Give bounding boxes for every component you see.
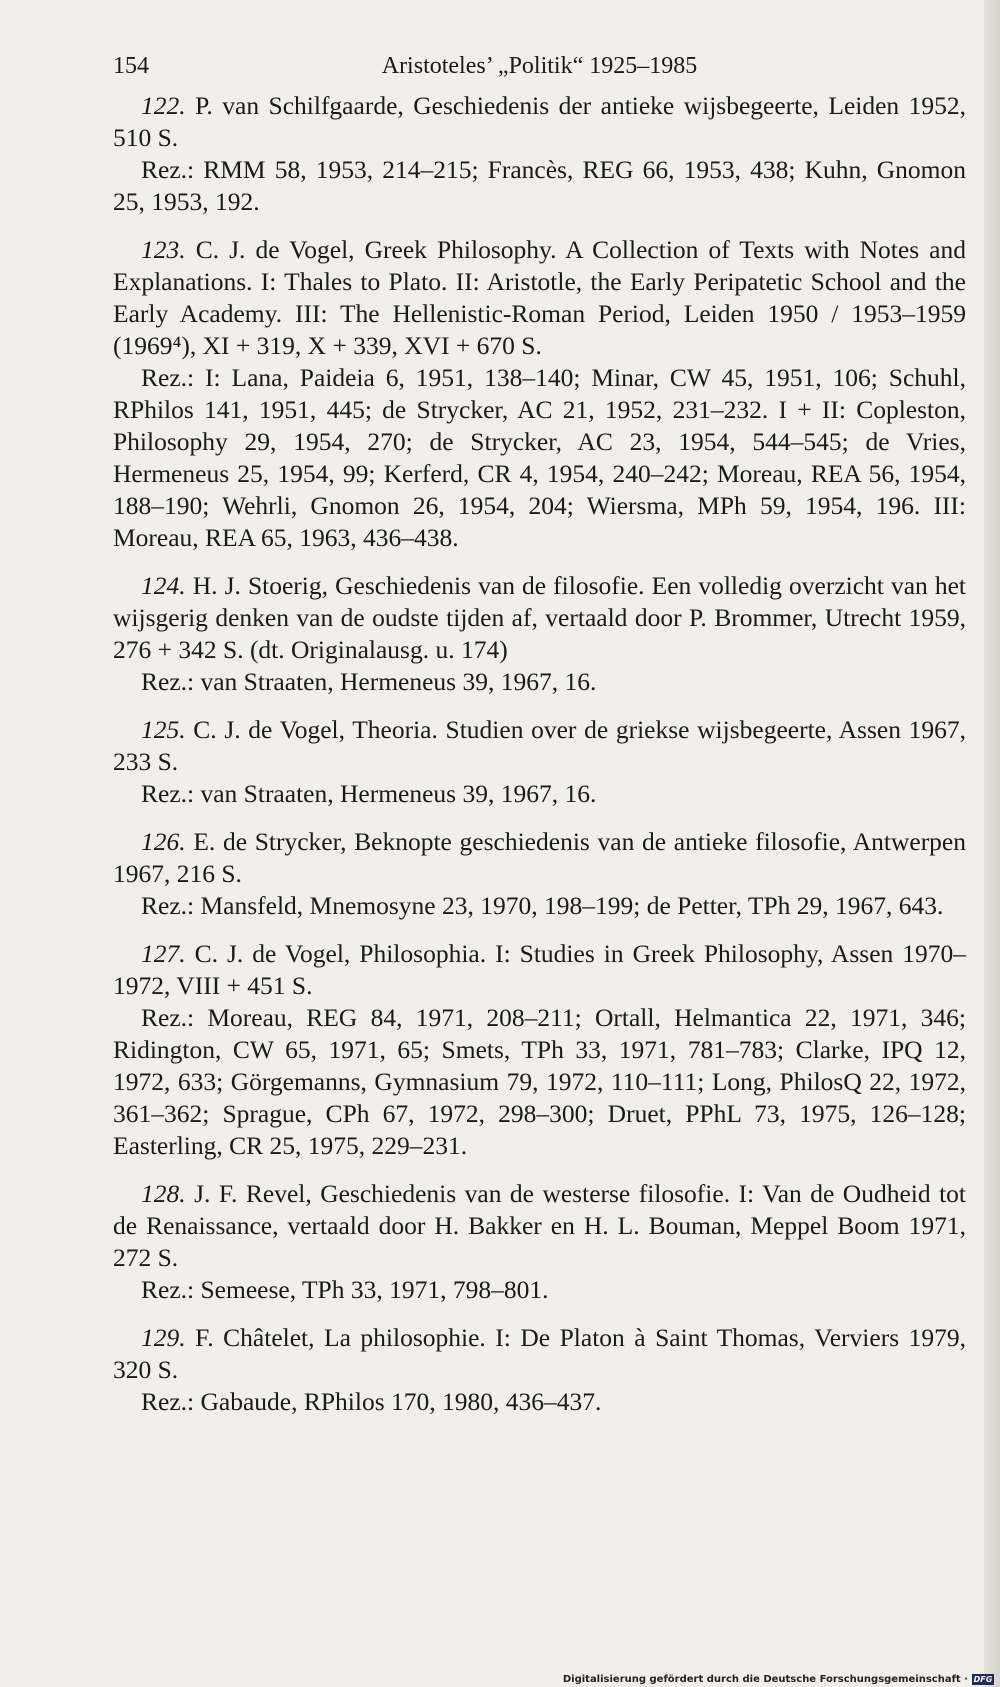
credit-text: Digitalisierung gefördert durch die Deutsche Forschungsgemeinschaft · xyxy=(562,1674,968,1685)
dfg-logo: DFG xyxy=(973,1675,993,1684)
entry-number: 127. xyxy=(141,939,186,968)
entry-number: 129. xyxy=(141,1323,186,1352)
entry-reviews: Rez.: I: Lana, Paideia 6, 1951, 138–140; Minar, CW 45, 1951, 106; Schuhl, RPhilos 141, 1951, 445; de Strycker, AC 21, 1952, 231–232. I + II: Copleston, Philosophy 29, 1954, 270; de Strycker, AC 23, 1954, 544–545; de Vries, Hermeneus 25, 1954, 99; Kerferd, CR 4, 1954, 240–242; Moreau, REA 56, 1954, 188–190; Wehrli, Gnomon 26, 1954, 204; Wiersma, MPh 59, 1954, 196. III: Moreau, REA 65, 1963, 436–438. xyxy=(113,363,966,552)
running-title: Aristoteles’ „Politik“ 1925–1985 xyxy=(381,53,698,79)
citation-text: H. J. Stoerig, Geschiedenis van de filosofie. Een volledig overzicht van het wijsgerig denken van de oudste tijden af, vertaald door P. Brommer, Utrecht 1959, 276 + 342 S. (dt. Originalausg. u. 174) xyxy=(113,571,967,664)
citation-text: P. van Schilfgaarde, Geschiedenis der antieke wijsbegeerte, Leiden 1952, 510 S. xyxy=(113,91,966,152)
entry-reviews: Rez.: RMM 58, 1953, 214–215; Francès, REG 66, 1953, 438; Kuhn, Gnomon 25, 1953, 192. xyxy=(113,155,966,216)
digitization-credit xyxy=(563,1674,994,1685)
entry-reviews: Rez.: Moreau, REG 84, 1971, 208–211; Ortall, Helmantica 22, 1971, 346; Ridington, CW 65, 1971, 65; Smets, TPh 33, 1971, 781–783; Clarke, IPQ 12, 1972, 633; Görgemanns, Gymnasium 79, 1972, 110–111; Long, PhilosQ 22, 1972, 361–362; Sprague, CPh 67, 1972, 298–300; Druet, PPhL 73, 1975, 126–128; Easterling, CR 25, 1975, 229–231. xyxy=(113,1003,966,1160)
bibliography-entry xyxy=(113,570,966,698)
entry-citation xyxy=(113,938,966,1002)
entry-reviews: Rez.: Semeese, TPh 33, 1971, 798–801. xyxy=(141,1275,549,1304)
entry-number: 123. xyxy=(141,235,186,264)
entry-citation xyxy=(113,90,966,154)
entry-citation xyxy=(113,234,966,362)
entry-reviews: Rez.: Gabaude, RPhilos 170, 1980, 436–437. xyxy=(141,1387,602,1416)
entry-number: 124. xyxy=(141,571,186,600)
entry-reviews: Rez.: van Straaten, Hermeneus 39, 1967, 16. xyxy=(141,667,597,696)
bibliography-entry xyxy=(113,234,966,554)
bibliography-entry xyxy=(113,826,966,922)
document-page xyxy=(113,50,966,1434)
entry-reviews: Rez.: Mansfeld, Mnemosyne 23, 1970, 198–199; de Petter, TPh 29, 1967, 643. xyxy=(141,891,944,920)
entry-citation xyxy=(113,826,966,890)
citation-text: C. J. de Vogel, Theoria. Studien over de griekse wijsbegeerte, Assen 1967, 233 S. xyxy=(113,715,966,776)
entry-number: 126. xyxy=(141,827,186,856)
page-number: 154 xyxy=(113,53,149,79)
entry-citation xyxy=(113,1178,966,1274)
bibliography-entry xyxy=(113,90,966,218)
entry-reviews: Rez.: van Straaten, Hermeneus 39, 1967, 16. xyxy=(141,779,597,808)
entry-number: 122. xyxy=(141,91,186,120)
entry-number: 128. xyxy=(141,1179,186,1208)
bibliography-entry xyxy=(113,1322,966,1418)
citation-text: E. de Strycker, Beknopte geschiedenis van de antieke filosofie, Antwerpen 1967, 216 S. xyxy=(113,827,967,888)
page-edge xyxy=(984,0,1000,1687)
bibliography-entry xyxy=(113,714,966,810)
entry-number: 125. xyxy=(141,715,186,744)
entry-citation xyxy=(113,714,966,778)
citation-text: C. J. de Vogel, Philosophia. I: Studies in Greek Philosophy, Assen 1970–1972, VIII + 451 S. xyxy=(113,939,967,1000)
bibliography-entry xyxy=(113,938,966,1162)
bibliography-entry xyxy=(113,1178,966,1306)
entry-citation xyxy=(113,570,966,666)
citation-text: F. Châtelet, La philosophie. I: De Platon à Saint Thomas, Verviers 1979, 320 S. xyxy=(113,1323,966,1384)
running-head xyxy=(113,50,966,90)
citation-text: J. F. Revel, Geschiedenis van de westerse filosofie. I: Van de Oudheid tot de Renaissance, vertaald door H. Bakker en H. L. Bouman, Meppel Boom 1971, 272 S. xyxy=(113,1179,967,1272)
citation-text: C. J. de Vogel, Greek Philosophy. A Collection of Texts with Notes and Explanations. I: Thales to Plato. II: Aristotle, the Early Peripatetic School and the Early Academy. III: The Hellenistic-Roman Period, Leiden 1950 / 1953–1959 (1969⁴), XI + 319, X + 339, XVI + 670 S. xyxy=(113,235,966,360)
entry-citation xyxy=(113,1322,966,1386)
